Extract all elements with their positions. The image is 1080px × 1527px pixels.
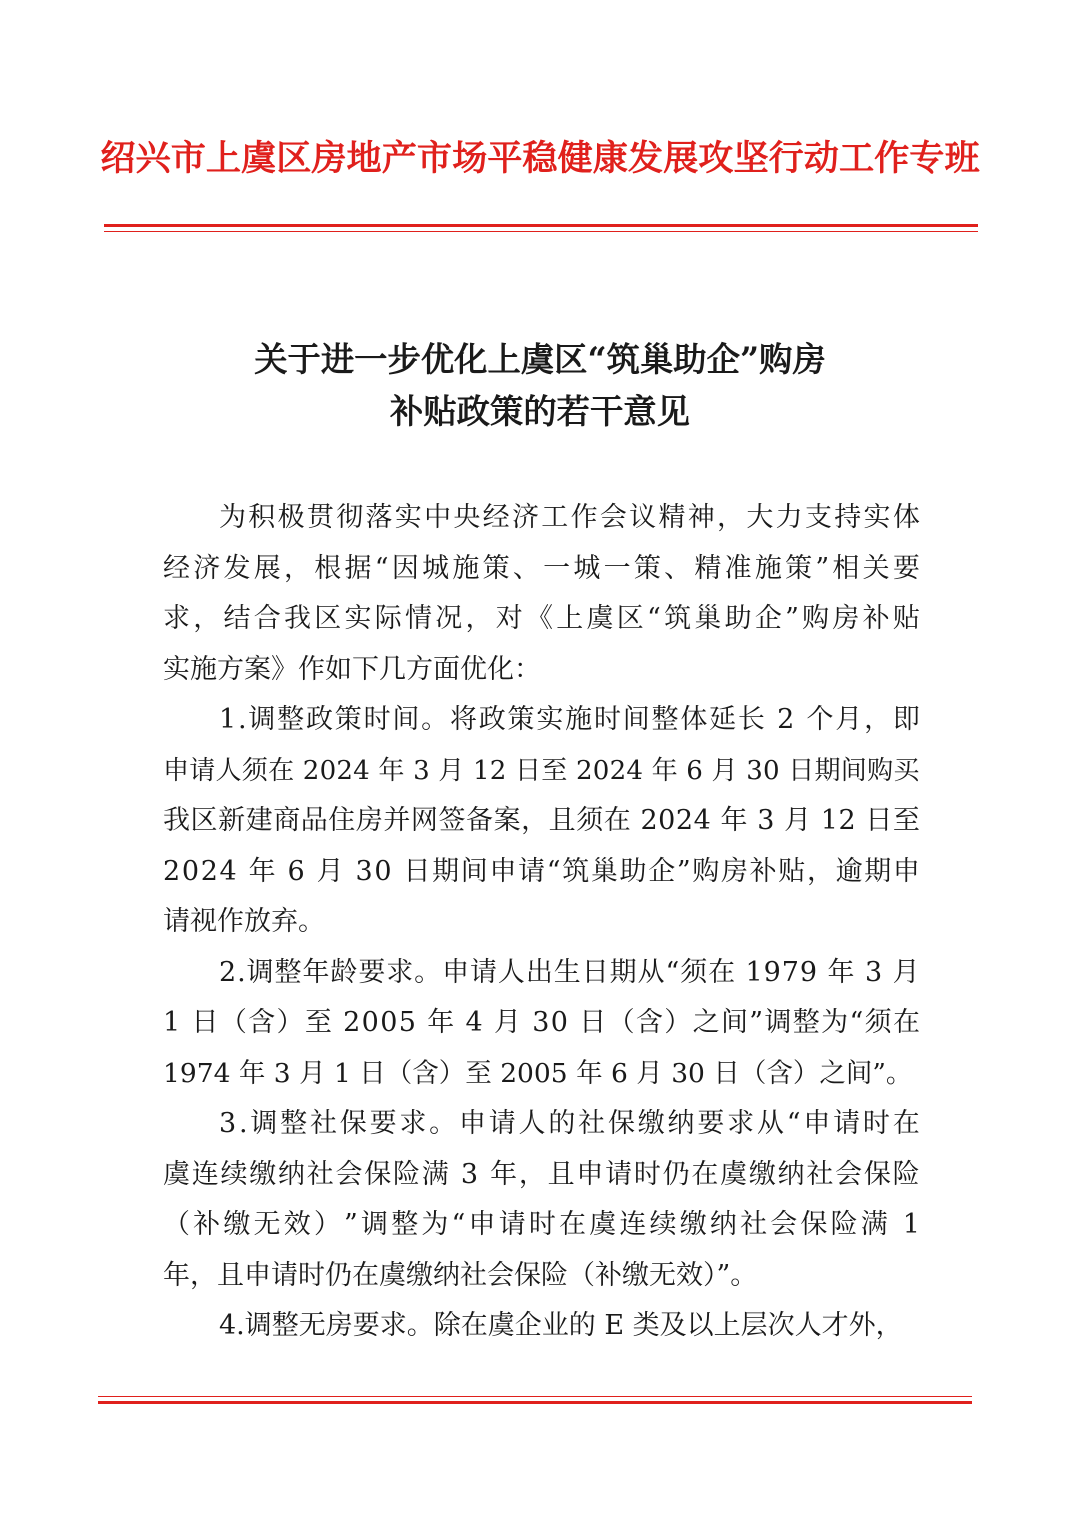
body-line: 1974 年 3 月 1 日（含）至 2005 年 6 月 30 日（含）之间”。 (163, 1057, 913, 1089)
body-line: 请视作放弃。 (163, 906, 325, 937)
body-line: （ 补 缴 无 效 ） ” 调 整 为 “ 申 请 时 在 虞 连 续 缴 纳 社 会 保 险 满 1 (163, 1209, 920, 1240)
footer-rule-thick (98, 1401, 972, 1404)
header-rule-thin (104, 231, 978, 232)
body-line: 1 日 （ 含 ） 至 2 0 0 5 年 4 月 3 0 日 （ 含 ） 之 间 ” 调 整 为 “ 须 在 (163, 1007, 920, 1038)
body-line: 1 . 调 整 政 策 时 间 。 将 政 策 实 施 时 间 整 体 延 长 2 个 月 ， 即 (219, 704, 920, 735)
body-line: 实施方案》作如下几方面优化： (163, 653, 541, 685)
body-line: 2 . 调 整 年 龄 要 求 。 申 请 人 出 生 日 期 从 “ 须 在 1 9 7 9 年 3 月 (219, 956, 920, 988)
footer-rule-thin (98, 1396, 972, 1397)
body-line: 2 0 2 4 年 6 月 3 0 日 期 间 申 请 “ 筑 巢 助 企 ” 购 房 补 贴 ， 逾 期 申 (163, 855, 920, 887)
body-line: 4.调整无房要求。除在虞企业的 E 类及以上层次人才外， (219, 1310, 903, 1341)
body-line: 求 ， 结 合 我 区 实 际 情 况 ， 对 《 上 虞 区 “ 筑 巢 助 企 ” 购 房 补 贴 (163, 603, 920, 634)
body-line: 3 . 调 整 社 保 要 求 。 申 请 人 的 社 保 缴 纳 要 求 从 “ 申 请 时 在 (219, 1108, 920, 1139)
document-title-line-2: 补贴政策的若干意见 (390, 392, 690, 431)
body-line: 虞 连 续 缴 纳 社 会 保 险 满 3 年 ， 且 申 请 时 仍 在 虞 缴 纳 社 会 保 险 (163, 1158, 920, 1190)
header-org-title: 绍兴市上虞区房地产市场平稳健康发展攻坚行动工作专班 (100, 138, 980, 179)
document-body (163, 493, 920, 1352)
document-title-line-1: 关于进一步优化上虞区“筑巢助企”购房 (254, 340, 826, 379)
body-line: 我 区 新 建 商 品 住 房 并 网 签 备 案 ， 且 须 在 2 0 2 4 年 3 月 1 2 日 至 (163, 805, 920, 836)
header-rule-thick (104, 224, 978, 227)
body-line: 为 积 极 贯 彻 落 实 中 央 经 济 工 作 会 议 精 神 ， 大 力 支 持 实 体 (219, 502, 920, 533)
body-line: 经 济 发 展 ， 根 据 “ 因 城 施 策 、 一 城 一 策 、 精 准 施 策 ” 相 关 要 (163, 552, 920, 584)
body-line: 申 请 人 须 在 2 0 2 4 年 3 月 1 2 日 至 2 0 2 4 年 6 月 3 0 日 期 间 购 买 (163, 755, 920, 786)
body-line: 年，且申请时仍在虞缴纳社会保险（补缴无效）”。 (163, 1259, 758, 1291)
